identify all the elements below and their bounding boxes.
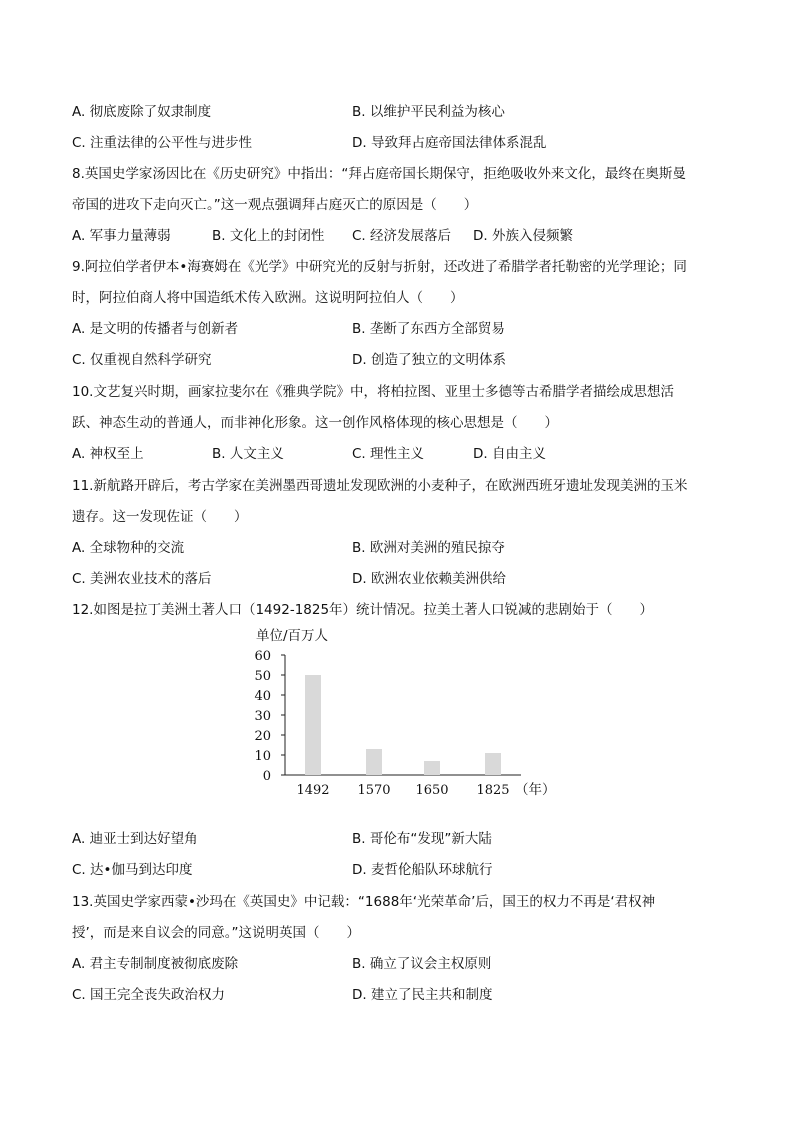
q8-stem-line1: 8.英国史学家汤因比在《历史研究》中指出：“拜占庭帝国长期保守，拒绝吸收外来文化，最终在奥斯曼 <box>72 166 686 182</box>
chart-x-ticks <box>296 783 509 798</box>
q7-option-a[interactable]: A. 彻底废除了奴隶制度 <box>72 104 212 120</box>
bar-1825 <box>485 753 501 775</box>
population-bar-chart <box>245 622 565 807</box>
x-tick-label: 1492 <box>296 783 330 798</box>
q9-stem-line2: 时，阿拉伯商人将中国造纸术传入欧洲。这说明阿拉伯人（ ） <box>72 290 464 306</box>
chart-y-unit-label: 单位/百万人 <box>256 628 329 644</box>
q13-option-a[interactable]: A. 君主专制制度被彻底废除 <box>72 956 239 972</box>
population-chart-svg <box>245 622 565 807</box>
y-tick-label: 0 <box>262 769 271 784</box>
bar-1570 <box>366 749 382 775</box>
x-tick-label: 1570 <box>357 783 391 798</box>
q13-option-d[interactable]: D. 建立了民主共和制度 <box>352 987 493 1003</box>
q11-stem-line2: 遗存。这一发现佐证（ ） <box>72 509 248 525</box>
q8-option-a[interactable]: A. 军事力量薄弱 <box>72 228 171 244</box>
q11-option-a[interactable]: A. 全球物种的交流 <box>72 540 185 556</box>
y-tick-label: 10 <box>254 749 271 764</box>
q7-option-c[interactable]: C. 注重法律的公平性与进步性 <box>72 135 253 151</box>
q10-option-a[interactable]: A. 神权至上 <box>72 446 144 462</box>
q8-option-d[interactable]: D. 外族入侵频繁 <box>473 228 573 244</box>
q12-option-d[interactable]: D. 麦哲伦船队环球航行 <box>352 862 493 878</box>
q10-stem-line2: 跃、神态生动的普通人，而非神化形象。这一创作风格体现的核心思想是（ ） <box>72 415 558 431</box>
q11-option-c[interactable]: C. 美洲农业技术的落后 <box>72 571 212 587</box>
bar-1650 <box>424 761 440 775</box>
y-tick-label: 30 <box>254 709 271 724</box>
x-tick-label: 1650 <box>415 783 449 798</box>
q7-option-d[interactable]: D. 导致拜占庭帝国法律体系混乱 <box>352 135 547 151</box>
q9-stem-line1: 9.阿拉伯学者伊本•海赛姆在《光学》中研究光的反射与折射，还改进了希腊学者托勒密的光学理论；同 <box>72 259 687 275</box>
q11-option-d[interactable]: D. 欧洲农业依赖美洲供给 <box>352 571 506 587</box>
q13-stem-line1: 13.英国史学家西蒙•沙玛在《英国史》中记载：“1688年‘光荣革命’后，国王的权力不再是‘君权神 <box>72 894 656 910</box>
q9-option-b[interactable]: B. 垄断了东西方全部贸易 <box>352 321 505 337</box>
q11-option-b[interactable]: B. 欧洲对美洲的殖民掠夺 <box>352 540 505 556</box>
q13-option-b[interactable]: B. 确立了议会主权原则 <box>352 956 492 972</box>
y-tick-label: 50 <box>254 669 271 684</box>
y-tick-label: 40 <box>254 689 271 704</box>
q11-stem-line1: 11.新航路开辟后，考古学家在美洲墨西哥遗址发现欧洲的小麦种子，在欧洲西班牙遗址发现美洲的玉米 <box>72 478 688 494</box>
q9-option-c[interactable]: C. 仅重视自然科学研究 <box>72 352 212 368</box>
chart-bars <box>305 675 501 775</box>
q8-option-b[interactable]: B. 文化上的封闭性 <box>212 228 325 244</box>
q12-option-b[interactable]: B. 哥伦布“发现”新大陆 <box>352 831 492 847</box>
y-tick-label: 60 <box>254 649 271 664</box>
q8-option-c[interactable]: C. 经济发展落后 <box>352 228 452 244</box>
q7-option-b[interactable]: B. 以维护平民利益为核心 <box>352 104 505 120</box>
q9-option-d[interactable]: D. 创造了独立的文明体系 <box>352 352 506 368</box>
q12-option-a[interactable]: A. 迪亚士到达好望角 <box>72 831 198 847</box>
q10-option-b[interactable]: B. 人文主义 <box>212 446 284 462</box>
q10-option-c[interactable]: C. 理性主义 <box>352 446 425 462</box>
q12-option-c[interactable]: C. 达•伽马到达印度 <box>72 862 193 878</box>
q8-stem-line2: 帝国的进攻下走向灭亡。”这一观点强调拜占庭灭亡的原因是（ ） <box>72 197 478 213</box>
q13-stem-line2: 授’，而是来自议会的同意。”这说明英国（ ） <box>72 925 361 941</box>
q10-option-d[interactable]: D. 自由主义 <box>473 446 546 462</box>
chart-y-ticks <box>254 649 285 784</box>
bar-1492 <box>305 675 321 775</box>
q12-stem-line1: 12.如图是拉丁美洲土著人口（1492-1825年）统计情况。拉美土著人口锐减的悲剧始于（ ） <box>72 602 654 618</box>
q9-option-a[interactable]: A. 是文明的传播者与创新者 <box>72 321 239 337</box>
y-tick-label: 20 <box>254 729 271 744</box>
q10-stem-line1: 10.文艺复兴时期，画家拉斐尔在《雅典学院》中，将柏拉图、亚里士多德等古希腊学者描绘成思想活 <box>72 384 674 400</box>
q13-option-c[interactable]: C. 国王完全丧失政治权力 <box>72 987 226 1003</box>
chart-x-unit-label: （年） <box>515 782 556 798</box>
x-tick-label: 1825 <box>476 783 510 798</box>
